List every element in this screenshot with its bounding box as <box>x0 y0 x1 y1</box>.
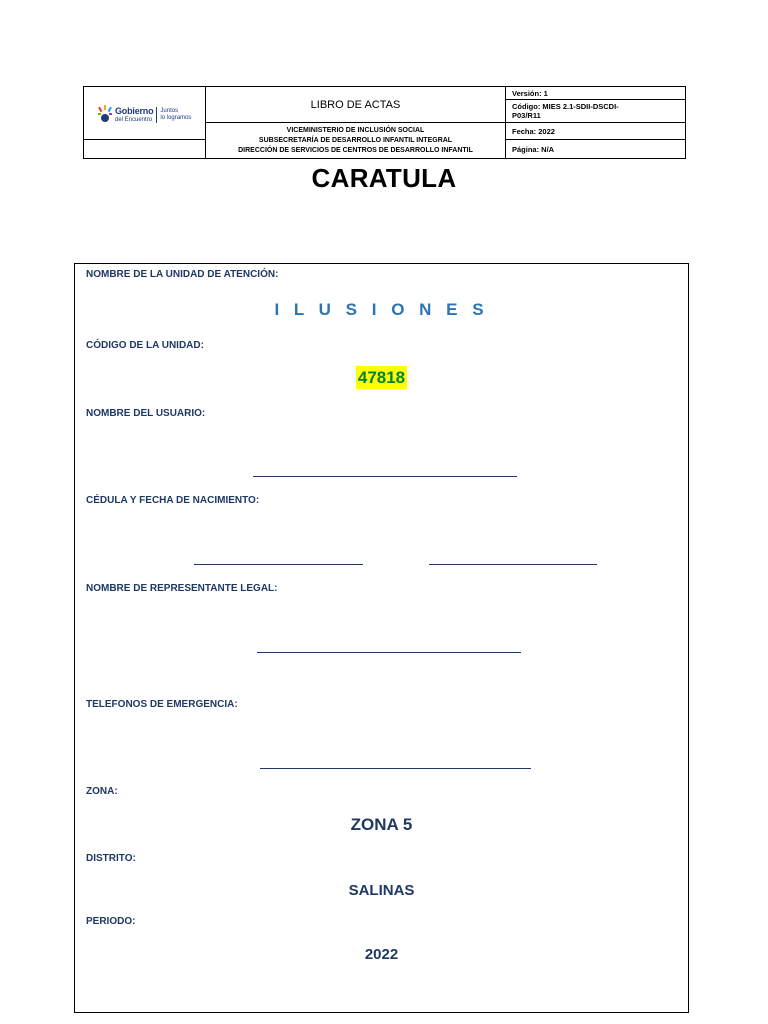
document-title: CARATULA <box>311 163 457 193</box>
periodo-value: 2022 <box>364 946 399 963</box>
logo-sub: del Encuentro <box>115 117 153 123</box>
cedula-label: CÉDULA Y FECHA DE NACIMIENTO: <box>86 495 260 506</box>
header-version: Versión: 1 <box>506 87 686 100</box>
subtitle-line-3: DIRECCIÓN DE SERVICIOS DE CENTROS DE DESARROLLO INFANTIL <box>238 146 473 154</box>
zona-value: ZONA 5 <box>350 815 413 834</box>
periodo-label: PERIODO: <box>86 916 136 927</box>
header-codigo-line-2: P03/R11 <box>512 111 541 120</box>
header-pagina: Página: N/A <box>506 140 686 159</box>
header-codigo <box>506 100 686 123</box>
distrito-value: SALINAS <box>348 882 415 899</box>
header-subtitle <box>206 123 506 159</box>
logo-brand: Gobierno <box>115 106 154 116</box>
header-table <box>83 86 686 159</box>
gobierno-logo <box>98 105 191 125</box>
logo-slogan-2: lo logramos <box>160 115 192 121</box>
distrito-label: DISTRITO: <box>86 853 136 864</box>
codigo-label: CÓDIGO DE LA UNIDAD: <box>86 340 204 351</box>
form-box <box>74 263 689 1013</box>
header-codigo-line-1: Código: MIES 2.1-SDII-DSCDI- <box>512 102 619 111</box>
sun-icon <box>98 105 112 125</box>
logo-divider <box>156 107 157 123</box>
representante-line[interactable] <box>257 652 521 653</box>
header-fecha: Fecha: 2022 <box>506 123 686 140</box>
telefonos-line[interactable] <box>260 768 531 769</box>
logo-cell <box>84 87 206 140</box>
header-title: LIBRO DE ACTAS <box>206 87 506 123</box>
cedula-line[interactable] <box>194 564 363 565</box>
subtitle-line-1: VICEMINISTERIO DE INCLUSIÓN SOCIAL <box>286 126 425 134</box>
codigo-value: 47818 <box>357 368 406 387</box>
zona-label: ZONA: <box>86 786 118 797</box>
unidad-value: I L U S I O N E S <box>274 300 489 319</box>
logo-slogan-1: Juntos <box>160 108 179 114</box>
fecha-nacimiento-line[interactable] <box>429 564 597 565</box>
unidad-label: NOMBRE DE LA UNIDAD DE ATENCIÓN: <box>86 269 279 280</box>
subtitle-line-2: SUBSECRETARÍA DE DESARROLLO INFANTIL INTEGRAL <box>258 136 453 144</box>
usuario-line[interactable] <box>253 476 517 477</box>
telefonos-label: TELEFONOS DE EMERGENCIA: <box>86 699 238 710</box>
usuario-label: NOMBRE DEL USUARIO: <box>86 408 206 419</box>
representante-label: NOMBRE DE REPRESENTANTE LEGAL: <box>86 583 278 594</box>
